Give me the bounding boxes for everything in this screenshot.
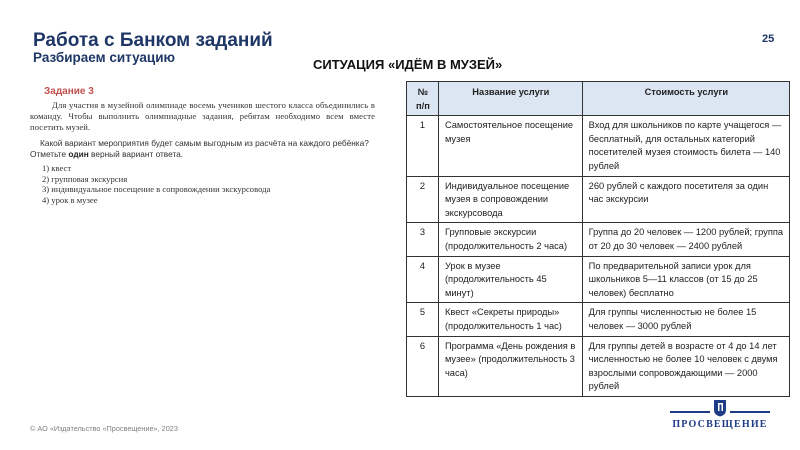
row-number: 4 [407, 256, 439, 303]
table-row [407, 303, 790, 336]
table-row [407, 116, 790, 176]
service-cost: Для группы детей в возрасте от 4 до 14 лет численностью не более 10 человек с двумя взрослыми сопровождающими — 2000 рублей [582, 336, 789, 396]
row-number: 6 [407, 336, 439, 396]
table-row [407, 223, 790, 256]
copyright: © АО «Издательство «Просвещение», 2023 [30, 424, 178, 433]
header-service-cost: Стоимость услуги [582, 82, 789, 116]
row-number: 1 [407, 116, 439, 176]
page-number: 25 [762, 33, 775, 45]
service-cost: 260 рублей с каждого посетителя за один час экскурсии [582, 176, 789, 223]
table-header-row [407, 82, 790, 116]
service-cost: Группа до 20 человек — 1200 рублей; группа от 20 до 30 человек — 2400 рублей [582, 223, 789, 256]
service-cost: По предварительной записи урок для школьников 5—11 классов (от 15 до 25 человек) бесплатно [582, 256, 789, 303]
services-table [406, 81, 790, 397]
question-text-after: верный вариант ответа. [88, 149, 184, 159]
row-number: 5 [407, 303, 439, 336]
logo-line-right [730, 411, 770, 413]
task-heading: Задание 3 [44, 86, 94, 97]
service-cost: Для группы численностью не более 15 человек — 3000 рублей [582, 303, 789, 336]
task-block [30, 86, 375, 206]
answer-options [30, 163, 375, 206]
logo-text: ПРОСВЕЩЕНИЕ [672, 419, 768, 430]
row-number: 2 [407, 176, 439, 223]
service-name: Индивидуальное посещение музея в сопровождении экскурсовода [438, 176, 582, 223]
service-cost: Вход для школьников по карте учащегося — бесплатный, для остальных категорий посетителей музея стоимость билета — 140 рублей [582, 116, 789, 176]
service-name: Квест «Секреты природы» (продолжительность 1 час) [438, 303, 582, 336]
answer-option: 4) урок в музее [42, 195, 98, 206]
service-name: Самостоятельное посещение музея [438, 116, 582, 176]
row-number: 3 [407, 223, 439, 256]
header-number: № п/п [407, 82, 439, 116]
shield-book-icon [713, 399, 727, 417]
answer-option: 1) квест [42, 163, 72, 173]
answer-option: 3) индивидуальное посещение в сопровождении экскурсовода [42, 184, 271, 195]
task-question [30, 138, 375, 160]
service-name: Групповые экскурсии (продолжительность 2 часа) [438, 223, 582, 256]
situation-title: СИТУАЦИЯ «ИДЁМ В МУЗЕЙ» [313, 57, 503, 72]
slide-title: Работа с Банком заданий [33, 30, 273, 51]
answer-option: 2) групповая экскурсия [42, 173, 128, 184]
logo-line-left [670, 411, 710, 413]
table-row [407, 176, 790, 223]
task-paragraph: Для участия в музейной олимпиаде восемь учеников шестого класса объединились в команду. Чтобы выполнить олимпиадные задания, ребятам необходимо всем вместе посетить музей. [30, 100, 375, 132]
slide-subtitle: Разбираем ситуацию [33, 50, 176, 65]
table-row [407, 336, 790, 396]
service-name: Программа «День рождения в музее» (продолжительность 3 часа) [438, 336, 582, 396]
service-name: Урок в музее (продолжительность 45 минут) [438, 256, 582, 303]
header-service-name: Название услуги [438, 82, 582, 116]
table-row [407, 256, 790, 303]
question-text-before: Какой вариант мероприятия будет самым выгодным из расчёта на каждого ребёнка? Отметьте [30, 138, 369, 159]
question-emphasis: один [68, 149, 89, 159]
prosveshchenie-logo [666, 399, 774, 439]
